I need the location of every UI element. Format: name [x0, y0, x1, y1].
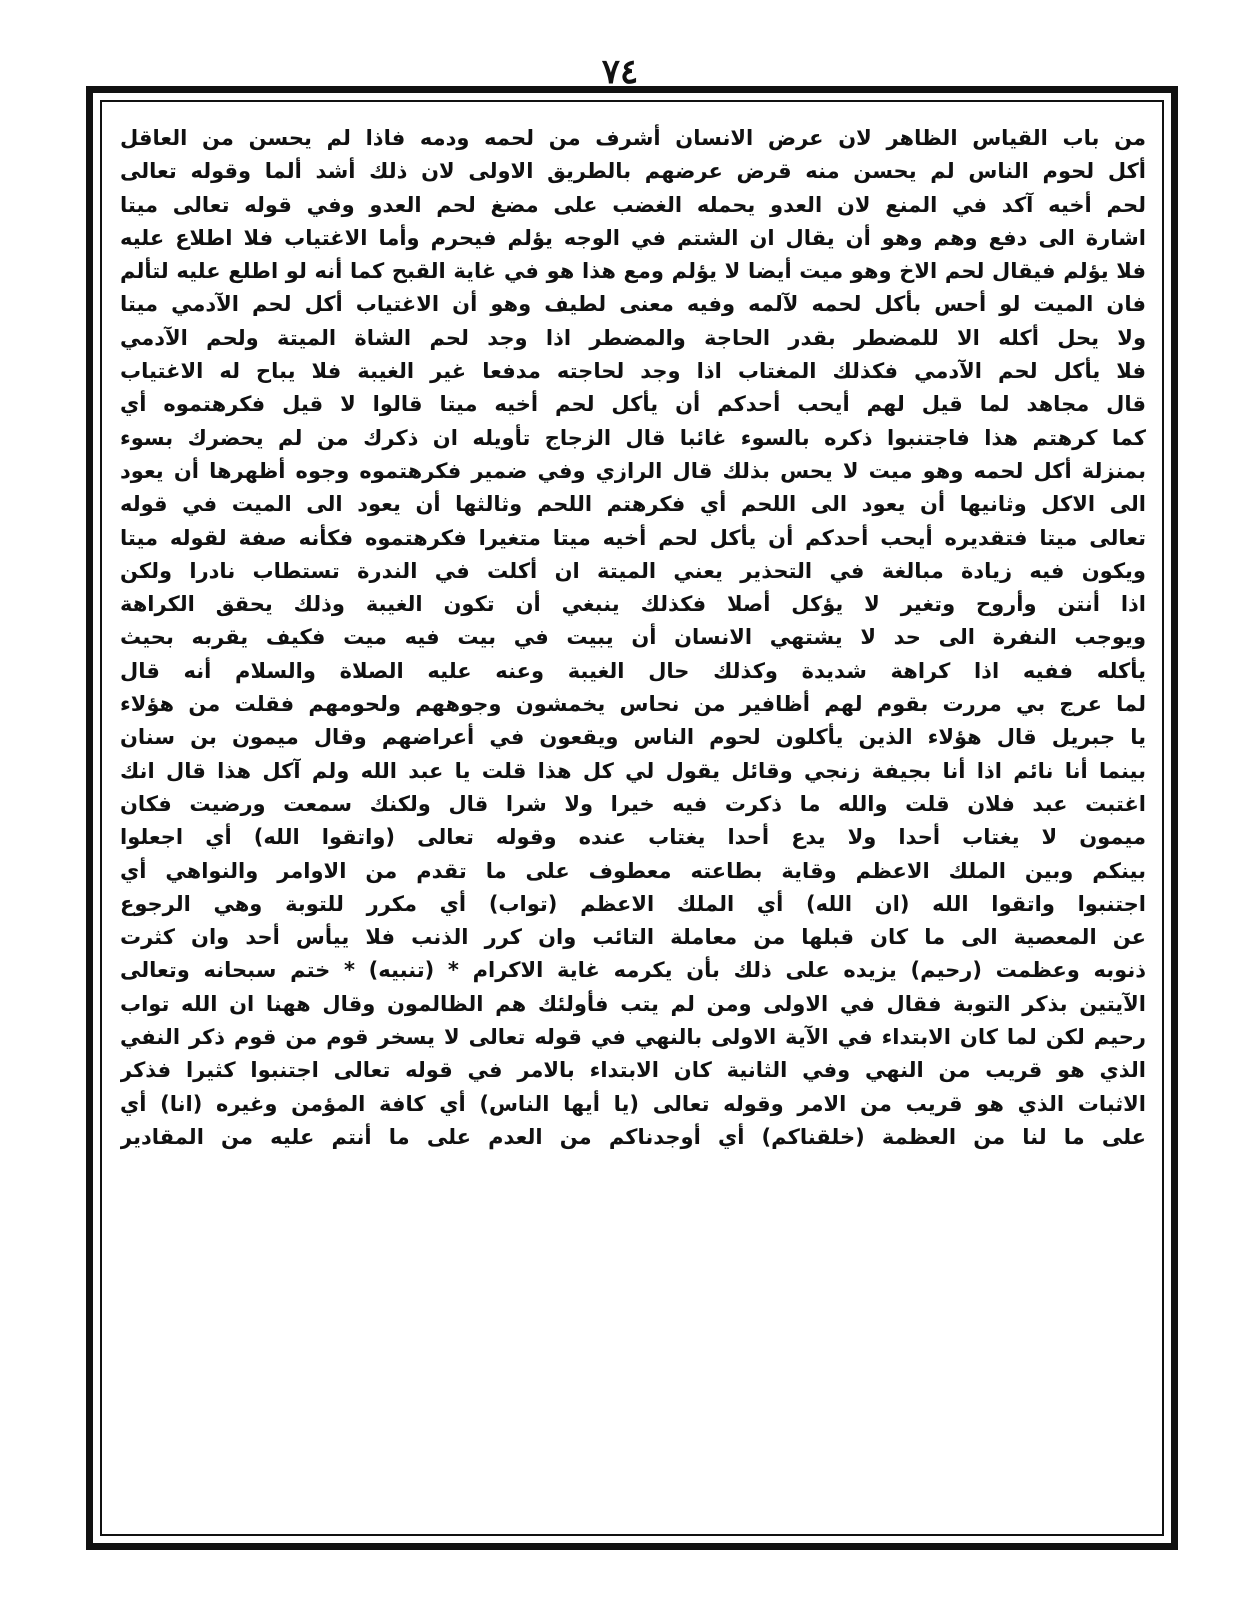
text-line: بينكم وبين الملك الاعظم وقاية بطاعته معطوف على ما تقدم من الاوامر والنواهي أي: [120, 858, 1146, 883]
text-body: [120, 122, 1146, 1520]
text-line: من باب القياس الظاهر لان عرض الانسان أشرف من لحمه ودمه فاذا لم يحسن من العاقل: [120, 126, 1146, 150]
text-line: فلا يأكل لحم الآدمي فكذلك المغتاب اذا وجد لحاجته مدفعا غير الغيبة فلا يباح له الاغتياب: [120, 359, 1146, 384]
text-line: ويوجب النفرة الى حد لا يشتهي الانسان أن يبيت في بيت فيه ميت فكيف يقربه بحيث: [120, 625, 1146, 650]
text-line: فان الميت لو أحس بأكل لحمه لآلمه وفيه معنى لطيف وهو أن الاغتياب أكل لحم الآدمي ميتا: [120, 292, 1146, 317]
text-line: أكل لحوم الناس لم يحسن منه قرض عرضهم بالطريق الاولى لان ذلك أشد ألما وقوله تعالى: [120, 159, 1146, 184]
text-line: قال مجاهد لما قيل لهم أيحب أحدكم أن يأكل لحم أخيه ميتا قالوا لا قيل فكرهتموه أي: [120, 392, 1146, 417]
text-line: بينما أنا نائم اذا أنا بجيفة زنجي وقائل يقول لي كل هذا قلت يا عبد الله ولم آكل هذا قال انك: [120, 758, 1146, 783]
text-line: ويكون فيه زيادة مبالغة في التحذير يعني الميتة ان أكلت في الندرة تستطاب نادرا ولكن: [120, 558, 1146, 583]
text-line: الذي هو قريب من النهي وفي الثانية كان الابتداء بالامر في قوله تعالى اجتنبوا كثيرا فذكر: [120, 1058, 1146, 1083]
text-line: تعالى ميتا فتقديره أيحب أحدكم أن يأكل لحم أخيه ميتا متغيرا فكرهتموه فكأنه صفة لقوله ميتا: [120, 525, 1146, 550]
text-line: يأكله ففيه اذا كراهة شديدة وكذلك حال الغيبة وعنه عليه الصلاة والسلام أنه قال: [120, 658, 1146, 683]
text-line: الآيتين بذكر التوبة فقال في الاولى ومن لم يتب فأولئك هم الظالمون وقال ههنا ان الله تواب: [120, 991, 1146, 1016]
text-line: فلا يؤلم فيقال لحم الاخ وهو ميت أيضا لا يؤلم ومع هذا هو في غاية القبح كما أنه لو اطلع عليه لتألم: [120, 259, 1146, 284]
text-line: اغتبت عبد فلان قلت والله ما ذكرت فيه خيرا ولا شرا قال ولكنك سمعت ورضيت فكان: [120, 791, 1146, 816]
text-line: ميمون لا يغتاب أحدا ولا يدع أحدا يغتاب عنده وقوله تعالى (واتقوا الله) أي اجعلوا: [120, 825, 1146, 850]
text-line: لما عرج بي مررت بقوم لهم أظافير من نحاس يخمشون وجوههم ولحومهم فقلت من هؤلاء: [120, 692, 1146, 717]
text-line: الى الاكل وثانيها أن يعود الى اللحم أي فكرهتم اللحم وثالثها أن يعود الى الميت في قوله: [120, 492, 1146, 517]
text-line: اذا أنتن وأروح وتغير لا يؤكل أصلا فكذلك ينبغي أن تكون الغيبة وذلك يحقق الكراهة: [120, 592, 1146, 617]
text-line: اجتنبوا واتقوا الله (ان الله) أي الملك الاعظم (تواب) أي مكرر للتوبة وهي الرجوع: [120, 891, 1146, 916]
text-line: ذنوبه وعظمت (رحيم) يزيده على ذلك بأن يكرمه غاية الاكرام * (تنبيه) * ختم سبحانه وتعالى: [120, 958, 1146, 983]
page-number: ٧٤: [601, 52, 639, 92]
page-border: [86, 86, 1178, 1550]
text-line: اشارة الى دفع وهم وهو أن يقال ان الشتم في الوجه يؤلم فيحرم وأما الاغتياب فلا اطلاع عليه: [120, 225, 1146, 250]
inner-border: [100, 100, 1164, 1536]
text-line: عن المعصية الى ما كان قبلها من معاملة التائب وان كرر الذنب فلا ييأس أحد وان كثرت: [120, 925, 1146, 950]
text-line: يا جبريل قال هؤلاء الذين يأكلون لحوم الناس ويقعون في أعراضهم وقال ميمون بن سنان: [120, 725, 1146, 750]
text-line: الاثبات الذي هو قريب من الامر وقوله تعالى (يا أيها الناس) أي كافة المؤمن وغيره (انا) أي: [120, 1091, 1146, 1116]
text-line: كما كرهتم هذا فاجتنبوا ذكره بالسوء غائبا قال الزجاج تأويله ان ذكرك من لم يحضرك بسوء: [120, 425, 1146, 450]
text-line: بمنزلة أكل لحمه وهو ميت لا يحس بذلك قال الرازي وفي ضمير فكرهتموه وجوه أظهرها أن يعود: [120, 458, 1146, 483]
text-line: لحم أخيه آكد في المنع لان العدو يحمله الغضب على مضغ لحم العدو وفي قوله تعالى ميتا: [120, 192, 1146, 217]
text-line: ولا يحل أكله الا للمضطر بقدر الحاجة والمضطر اذا وجد لحم الشاة الميتة ولحم الآدمي: [120, 325, 1146, 350]
text-line: رحيم لكن لما كان الابتداء في الآية الاولى بالنهي في قوله تعالى لا يسخر قوم من قوم ذكر النفي: [120, 1025, 1146, 1050]
text-line: على ما لنا من العظمة (خلقناكم) أي أوجدناكم من العدم على ما أنتم عليه من المقادير: [120, 1124, 1146, 1149]
